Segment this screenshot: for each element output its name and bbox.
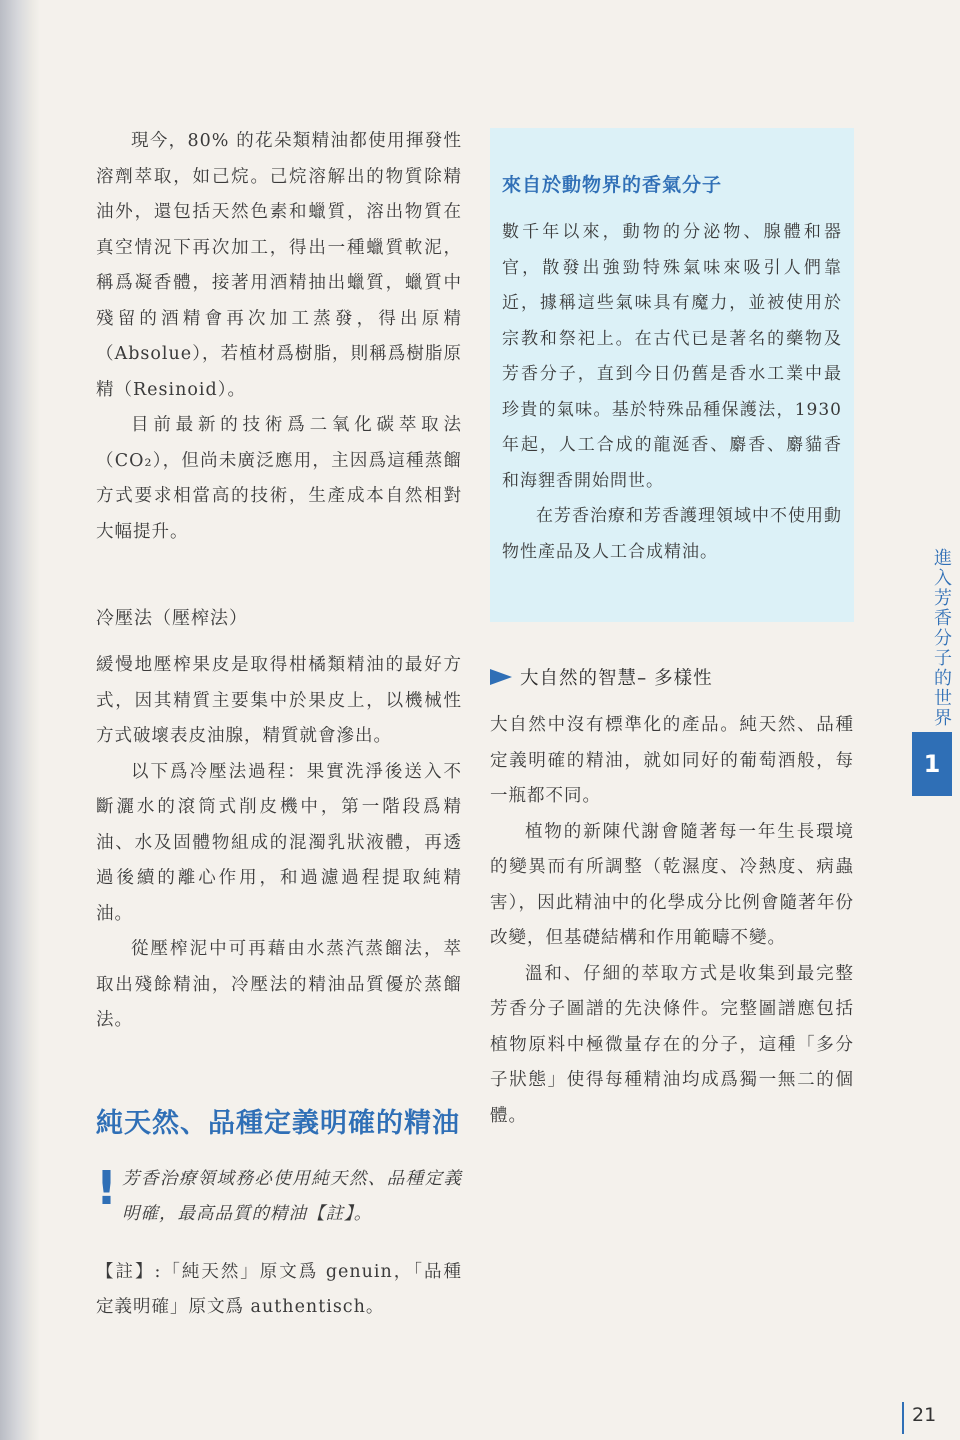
sidebar-box-title: 來自於動物界的香氣分子 <box>502 174 723 196</box>
left-column <box>96 124 462 1326</box>
page-number: 21 <box>912 1404 937 1426</box>
important-note-text: 芳香治療領域務必使用純天然、品種定義明確，最高品質的精油【註】。 <box>122 1168 462 1224</box>
paragraph-metabolism: 植物的新陳代謝會隨著每一年生長環境的變異而有所調整（乾濕度、冷熱度、病蟲害），因此精油中的化學成分比例會隨著年份改變，但基礎結構和作用範疇不變。 <box>490 821 854 948</box>
page-number-rule <box>902 1402 904 1434</box>
right-column <box>490 128 854 1134</box>
paragraph-cold-press-process: 以下爲冷壓法過程：果實洗淨後送入不斷灑水的滾筒式削皮機中，第一階段爲精油、水及固體物組成的混濁乳狀液體，再透過後續的離心作用，和過濾過程提取純精油。 <box>96 761 462 924</box>
paragraph-co2-extraction: 目前最新的技術爲二氧化碳萃取法（CO₂），但尚未廣泛應用，主因爲這種蒸餾方式要求相當高的技術，生產成本自然相對大幅提升。 <box>96 415 462 542</box>
paragraph-solvent-extraction: 現今，80% 的花朵類精油都使用揮發性溶劑萃取，如己烷。己烷溶解出的物質除精油外，還包括天然色素和蠟質，溶出物質在真空情況下再次加工，得出一種蠟質軟泥，稱爲凝香體，接著用酒精抽出蠟質，蠟質中殘留的酒精會再次加工蒸發，得出原精（Absolue），若植材爲樹脂，則稱爲樹脂原精（Resinoid）。 <box>96 131 462 400</box>
important-note <box>96 1162 462 1233</box>
paragraph-nature-diversity: 大自然中沒有標準化的產品。純天然、品種定義明確的精油，就如同好的葡萄酒般，每一瓶都不同。 <box>490 715 854 806</box>
paragraph-cold-press-residue: 從壓榨泥中可再藉由水蒸汽蒸餾法，萃取出殘餘精油，冷壓法的精油品質優於蒸餾法。 <box>96 939 462 1030</box>
chapter-side-title: 進入芳香分子的世界 <box>931 548 952 728</box>
cold-press-heading: 冷壓法（壓榨法） <box>96 608 248 629</box>
chapter-number-tab: 1 <box>912 732 952 796</box>
paragraph-cold-press-intro: 緩慢地壓榨果皮是取得柑橘類精油的最好方式，因其精質主要集中於果皮上，以機械性方式破壞表皮油腺，精質就會滲出。 <box>96 655 462 746</box>
diversity-heading-text: 大自然的智慧– 多樣性 <box>520 668 713 689</box>
section-heading-genuine-oils: 純天然、品種定義明確的精油 <box>96 1107 460 1139</box>
diversity-heading <box>490 664 854 690</box>
sidebar-box-animal-aromas <box>490 128 854 622</box>
sidebar-box-paragraph-policy: 在芳香治療和芳香護理領域中不使用動物性產品及人工合成精油。 <box>502 506 842 562</box>
footnote: 【註】:「純天然」原文爲 genuin，「品種定義明確」原文爲 authentisch。 <box>96 1261 462 1317</box>
book-binding-shadow <box>0 0 40 1440</box>
sidebar-box-paragraph-history: 數千年以來，動物的分泌物、腺體和器官，散發出強勁特殊氣味來吸引人們靠近，據稱這些氣味具有魔力，並被使用於宗教和祭祀上。在古代已是著名的藥物及芳香分子，直到今日仍舊是香水工業中最珍貴的氣味。基於特殊品種保護法，1930年起，人工合成的龍涎香、麝香、麝貓香和海貍香開始問世。 <box>502 222 842 491</box>
paragraph-extraction-method: 溫和、仔細的萃取方式是收集到最完整芳香分子圖譜的先決條件。完整圖譜應包括植物原料中極微量存在的分子，這種「多分子狀態」使得每種精油均成爲獨一無二的個體。 <box>490 963 854 1126</box>
arrow-right-icon <box>490 669 512 685</box>
exclamation-icon: ! <box>96 1160 117 1215</box>
